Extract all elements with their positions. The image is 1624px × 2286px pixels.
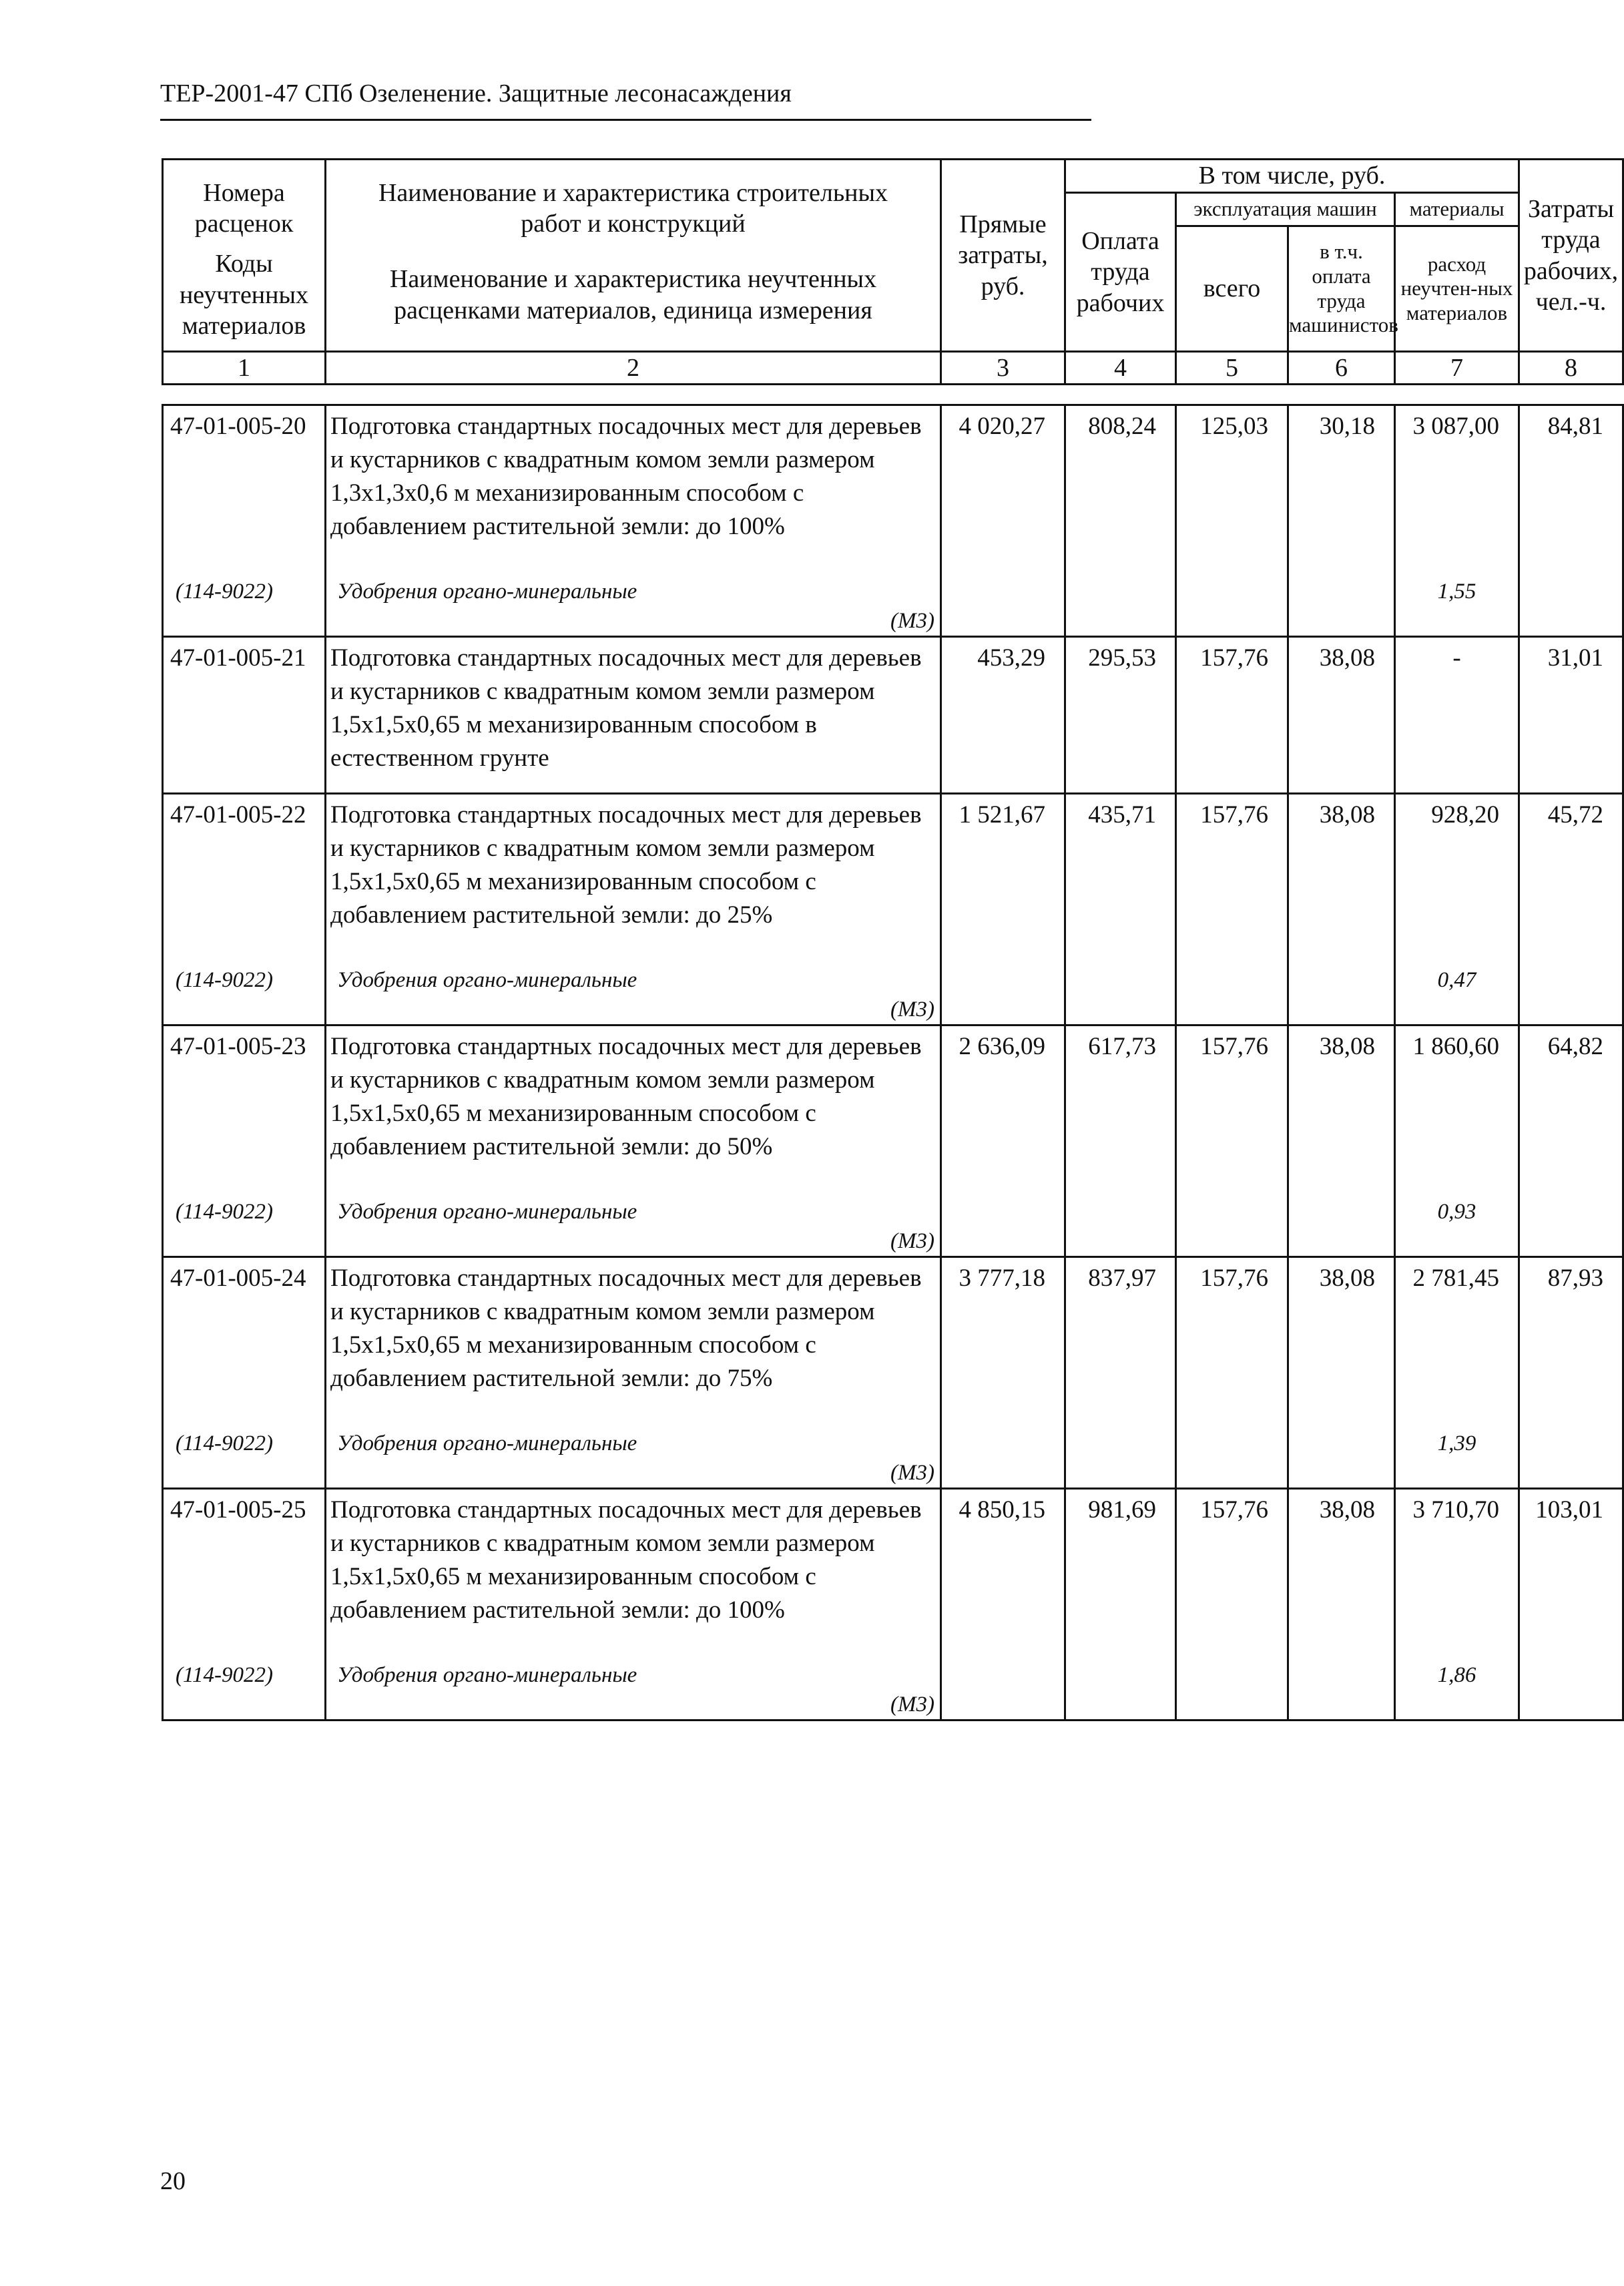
col-header-material-name: Наименование и характеристика неучтенных расценками материалов, единица измерения bbox=[326, 240, 941, 352]
material-quantity: 0,93 bbox=[1395, 1193, 1519, 1257]
rates-table bbox=[162, 404, 1624, 1721]
rate-description-text: Подготовка стандартных посадочных мест для деревьев и кустарников с квадратным комом земли размером 1,5х1,5х0,65 м механизированным способом с добавлением растительной земли: до 100% bbox=[330, 1496, 922, 1624]
rate-description bbox=[326, 1257, 941, 1425]
material-row bbox=[163, 1425, 1623, 1489]
direct-costs: 3 777,18 bbox=[941, 1257, 1065, 1425]
material-name-text: Удобрения органо-минеральные bbox=[337, 1663, 637, 1687]
labor-hours: 45,72 bbox=[1519, 794, 1623, 962]
material-name bbox=[326, 1425, 941, 1489]
col-header-materials: материалы bbox=[1395, 193, 1519, 226]
labor-hours: 87,93 bbox=[1519, 1257, 1623, 1425]
material-quantity: 1,86 bbox=[1395, 1656, 1519, 1721]
materials-cost: 2 781,45 bbox=[1395, 1257, 1519, 1425]
material-name bbox=[326, 1193, 941, 1257]
material-name-text: Удобрения органо-минеральные bbox=[337, 968, 637, 992]
material-name bbox=[326, 961, 941, 1025]
material-code: (114-9022) bbox=[163, 1656, 326, 1721]
rate-description-text: Подготовка стандартных посадочных мест для деревьев и кустарников с квадратным комом земли размером 1,5х1,5х0,65 м механизированным способом с добавлением растительной земли: до 75% bbox=[330, 1265, 922, 1392]
material-row bbox=[163, 1656, 1623, 1721]
labor-hours: 64,82 bbox=[1519, 1025, 1623, 1194]
materials-cost: - bbox=[1395, 637, 1519, 794]
col-number-1: 1 bbox=[163, 352, 326, 385]
rate-description bbox=[326, 637, 941, 794]
table-row bbox=[163, 1489, 1623, 1657]
col-header-material-codes: Коды неучтенных материалов bbox=[163, 240, 326, 352]
col-header-machinist-pay: в т.ч. оплата труда машинистов bbox=[1288, 226, 1395, 352]
col-header-labor-pay: Оплата труда рабочих bbox=[1065, 193, 1176, 352]
rate-code: 47-01-005-20 bbox=[163, 405, 326, 574]
col-header-name-top: Наименование и характеристика строительных работ и конструкций bbox=[326, 160, 941, 240]
page-number: 20 bbox=[160, 2167, 186, 2195]
machines-total: 157,76 bbox=[1176, 794, 1288, 962]
rate-description bbox=[326, 794, 941, 962]
col-number-4: 4 bbox=[1065, 352, 1176, 385]
machinist-pay: 38,08 bbox=[1288, 1257, 1395, 1425]
rate-description bbox=[326, 1025, 941, 1194]
machines-total: 125,03 bbox=[1176, 405, 1288, 574]
machinist-pay: 38,08 bbox=[1288, 1489, 1395, 1657]
col-number-2: 2 bbox=[326, 352, 941, 385]
direct-costs: 2 636,09 bbox=[941, 1025, 1065, 1194]
col-number-6: 6 bbox=[1288, 352, 1395, 385]
col-header-group: В том числе, руб. bbox=[1065, 160, 1519, 193]
table-row bbox=[163, 794, 1623, 962]
table-row bbox=[163, 1257, 1623, 1425]
col-number-5: 5 bbox=[1176, 352, 1288, 385]
table-row bbox=[163, 405, 1623, 574]
material-row bbox=[163, 1193, 1623, 1257]
rate-code: 47-01-005-23 bbox=[163, 1025, 326, 1194]
labor-hours: 103,01 bbox=[1519, 1489, 1623, 1657]
material-name bbox=[326, 573, 941, 637]
labor-pay: 617,73 bbox=[1065, 1025, 1176, 1194]
rate-code: 47-01-005-25 bbox=[163, 1489, 326, 1657]
material-row bbox=[163, 573, 1623, 637]
labor-hours: 84,81 bbox=[1519, 405, 1623, 574]
direct-costs: 4 020,27 bbox=[941, 405, 1065, 574]
machinist-pay: 38,08 bbox=[1288, 1025, 1395, 1194]
material-code: (114-9022) bbox=[163, 573, 326, 637]
rate-description-text: Подготовка стандартных посадочных мест для деревьев и кустарников с квадратным комом земли размером 1,5х1,5х0,65 м механизированным способом с добавлением растительной земли: до 25% bbox=[330, 801, 922, 929]
direct-costs: 453,29 bbox=[941, 637, 1065, 794]
machinist-pay: 38,08 bbox=[1288, 637, 1395, 794]
material-quantity: 1,39 bbox=[1395, 1425, 1519, 1489]
material-code: (114-9022) bbox=[163, 961, 326, 1025]
materials-cost: 3 710,70 bbox=[1395, 1489, 1519, 1657]
material-unit: (М3) bbox=[890, 1692, 934, 1717]
machines-total: 157,76 bbox=[1176, 637, 1288, 794]
rate-description-text: Подготовка стандартных посадочных мест для деревьев и кустарников с квадратным комом земли размером 1,3х1,3х0,6 м механизированным способом с добавлением растительной земли: до 100% bbox=[330, 413, 922, 540]
rate-code: 47-01-005-22 bbox=[163, 794, 326, 962]
material-unit: (М3) bbox=[890, 609, 934, 633]
col-header-codes-top: Номера расценок bbox=[163, 160, 326, 240]
direct-costs: 1 521,67 bbox=[941, 794, 1065, 962]
header-rule bbox=[160, 119, 1091, 121]
col-header-machines-total: всего bbox=[1176, 226, 1288, 352]
col-header-machines: эксплуатация машин bbox=[1176, 193, 1395, 226]
material-quantity: 0,47 bbox=[1395, 961, 1519, 1025]
material-code: (114-9022) bbox=[163, 1193, 326, 1257]
col-header-labor-hours: Затраты труда рабочих, чел.-ч. bbox=[1519, 160, 1623, 352]
rate-description-text: Подготовка стандартных посадочных мест для деревьев и кустарников с квадратным комом земли размером 1,5х1,5х0,65 м механизированным способом с добавлением растительной земли: до 50% bbox=[330, 1033, 922, 1160]
material-name-text: Удобрения органо-минеральные bbox=[337, 580, 637, 604]
rate-description-text: Подготовка стандартных посадочных мест для деревьев и кустарников с квадратным комом земли размером 1,5х1,5х0,65 м механизированным способом в естественном грунте bbox=[330, 644, 922, 772]
table-header bbox=[162, 158, 1624, 385]
materials-cost: 1 860,60 bbox=[1395, 1025, 1519, 1194]
material-name-text: Удобрения органо-минеральные bbox=[337, 1200, 637, 1224]
labor-pay: 295,53 bbox=[1065, 637, 1176, 794]
material-name-text: Удобрения органо-минеральные bbox=[337, 1431, 637, 1455]
table-row bbox=[163, 1025, 1623, 1194]
labor-pay: 981,69 bbox=[1065, 1489, 1176, 1657]
rate-code: 47-01-005-21 bbox=[163, 637, 326, 794]
labor-pay: 808,24 bbox=[1065, 405, 1176, 574]
machines-total: 157,76 bbox=[1176, 1257, 1288, 1425]
materials-cost: 928,20 bbox=[1395, 794, 1519, 962]
col-header-direct-costs: Прямые затраты, руб. bbox=[941, 160, 1065, 352]
direct-costs: 4 850,15 bbox=[941, 1489, 1065, 1657]
col-number-8: 8 bbox=[1519, 352, 1623, 385]
machines-total: 157,76 bbox=[1176, 1489, 1288, 1657]
rate-code: 47-01-005-24 bbox=[163, 1257, 326, 1425]
rate-description bbox=[326, 405, 941, 574]
material-unit: (М3) bbox=[890, 997, 934, 1021]
material-name bbox=[326, 1656, 941, 1721]
machinist-pay: 30,18 bbox=[1288, 405, 1395, 574]
col-number-3: 3 bbox=[941, 352, 1065, 385]
labor-pay: 435,71 bbox=[1065, 794, 1176, 962]
labor-pay: 837,97 bbox=[1065, 1257, 1176, 1425]
machinist-pay: 38,08 bbox=[1288, 794, 1395, 962]
material-code: (114-9022) bbox=[163, 1425, 326, 1489]
material-row bbox=[163, 961, 1623, 1025]
table-row bbox=[163, 637, 1623, 794]
page-header: ТЕР-2001-47 СПб Озеленение. Защитные лесонасаждения bbox=[160, 79, 792, 107]
material-unit: (М3) bbox=[890, 1229, 934, 1253]
material-unit: (М3) bbox=[890, 1461, 934, 1485]
rate-description bbox=[326, 1489, 941, 1657]
col-header-unaccounted-materials: расход неучтен-ных материалов bbox=[1395, 226, 1519, 352]
machines-total: 157,76 bbox=[1176, 1025, 1288, 1194]
material-quantity: 1,55 bbox=[1395, 573, 1519, 637]
materials-cost: 3 087,00 bbox=[1395, 405, 1519, 574]
col-number-7: 7 bbox=[1395, 352, 1519, 385]
labor-hours: 31,01 bbox=[1519, 637, 1623, 794]
